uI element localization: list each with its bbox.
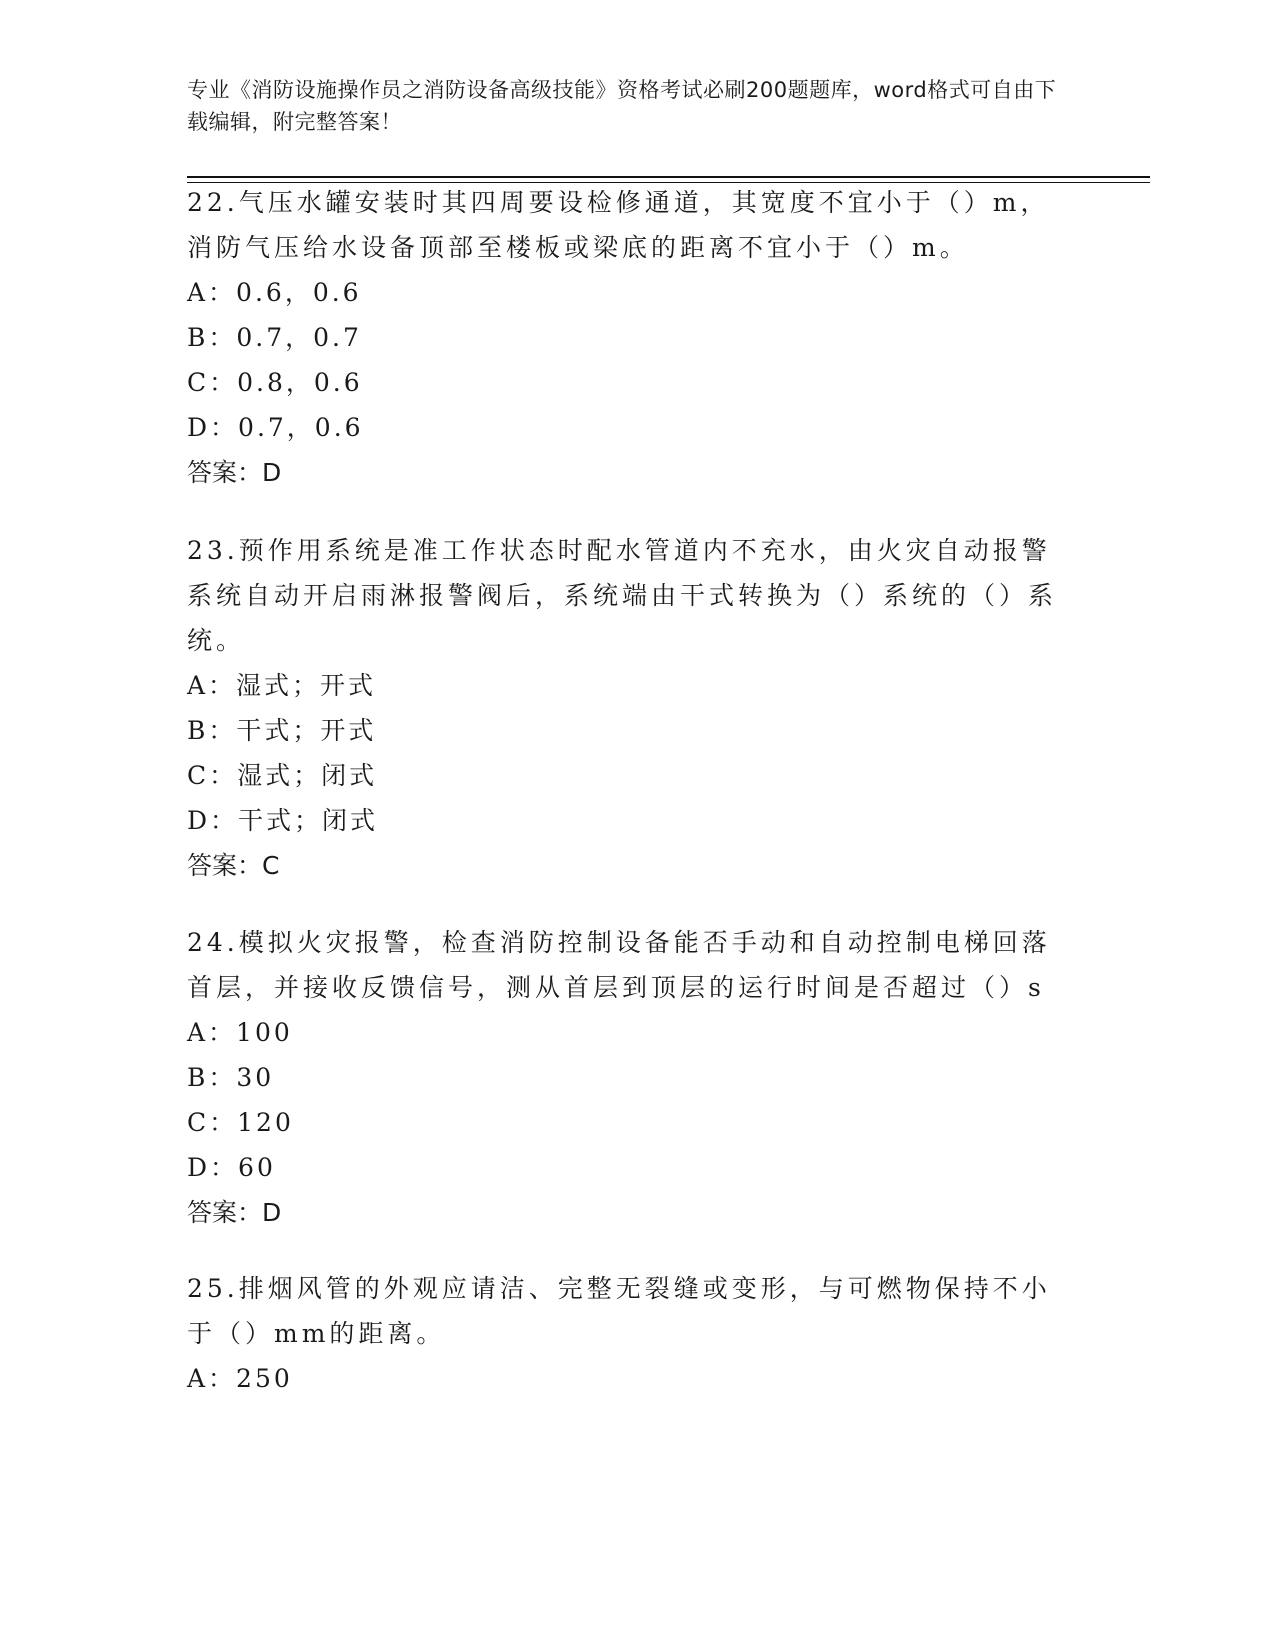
question-stem: 24.模拟火灾报警，检查消防控制设备能否手动和自动控制电梯回落首层，并接收反馈信号，测从首层到顶层的运行时间是否超过（）s [187, 928, 1051, 1002]
question-23 [187, 528, 1067, 888]
option-a: A：0.6，0.6 [187, 278, 362, 307]
option-c: C：湿式；闭式 [187, 761, 378, 790]
option-c: C：0.8，0.6 [187, 368, 363, 397]
question-stem: 25.排烟风管的外观应请洁、完整无裂缝或变形，与可燃物保持不小于（）mm的距离。 [187, 1274, 1051, 1348]
option-d: D：0.7，0.6 [187, 413, 364, 442]
option-b: B：30 [187, 1063, 275, 1092]
question-22 [187, 180, 1067, 495]
option-a: A：250 [187, 1364, 293, 1393]
option-b: B：干式；开式 [187, 716, 377, 745]
option-c: C：120 [187, 1108, 294, 1137]
question-stem: 23.预作用系统是准工作状态时配水管道内不充水，由火灾自动报警系统自动开启雨淋报警阀后，系统端由干式转换为（）系统的（）系统。 [187, 536, 1058, 655]
option-a: A：湿式；开式 [187, 671, 377, 700]
answer: 答案：D [187, 1198, 282, 1227]
answer: 答案：C [187, 851, 280, 880]
answer: 答案：D [187, 458, 282, 487]
question-25 [187, 1266, 1067, 1401]
header-divider [187, 176, 1150, 178]
option-a: A：100 [187, 1018, 293, 1047]
question-24 [187, 920, 1067, 1235]
option-b: B：0.7，0.7 [187, 323, 362, 352]
document-header: 专业《消防设施操作员之消防设备高级技能》资格考试必刷200题题库，word格式可自由下载编辑，附完整答案！ [187, 78, 1057, 134]
option-d: D：60 [187, 1153, 276, 1182]
option-d: D：干式；闭式 [187, 806, 379, 835]
question-stem: 22.气压水罐安装时其四周要设检修通道，其宽度不宜小于（）m，消防气压给水设备顶部至楼板或梁底的距离不宜小于（）m。 [187, 188, 1050, 262]
